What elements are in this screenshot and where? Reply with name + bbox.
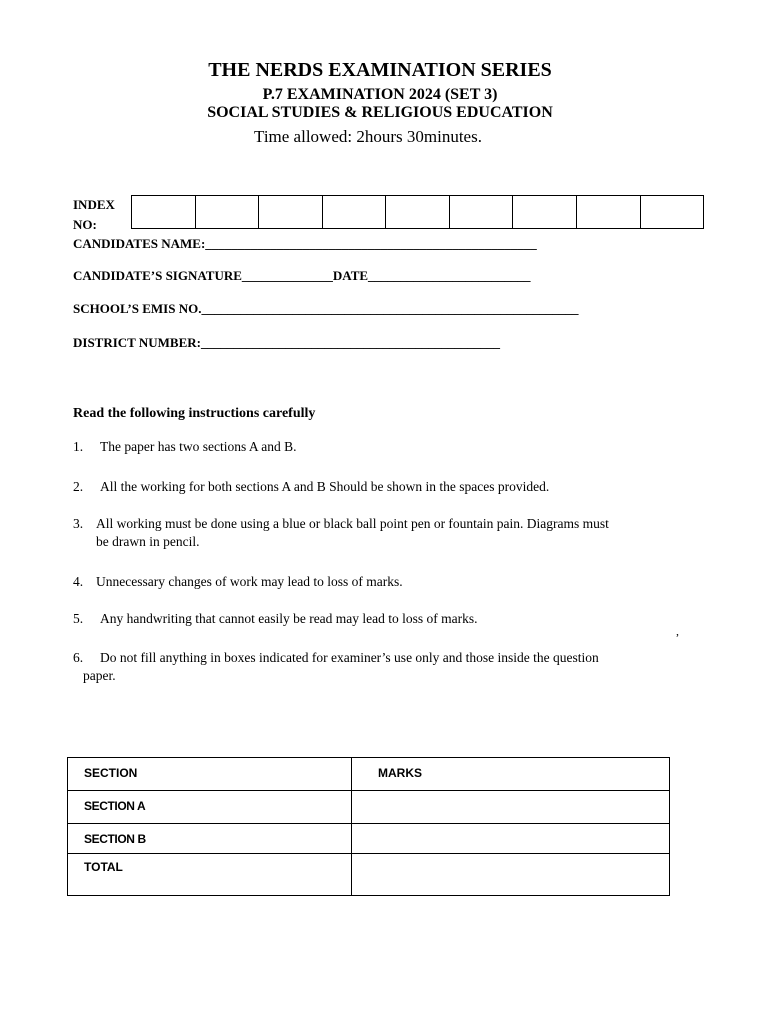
index-label: INDEX (73, 197, 115, 212)
index-number-boxes[interactable] (131, 195, 704, 229)
subject-title: SOCIAL STUDIES & RELIGIOUS EDUCATION (207, 104, 553, 121)
instruction-text-continued: paper. (83, 668, 116, 683)
instruction-text-continued: be drawn in pencil. (96, 534, 200, 549)
index-box[interactable] (641, 196, 704, 228)
instruction-number: 1. (73, 439, 84, 454)
instruction-text: All the working for both sections A and B Should be shown in the spaces provided. (100, 479, 550, 494)
section-b-marks-cell[interactable] (352, 824, 670, 854)
section-a-label: SECTION A (84, 799, 146, 813)
index-box[interactable] (132, 196, 196, 228)
section-a-marks-cell[interactable] (352, 791, 670, 824)
table-row (68, 791, 670, 824)
total-marks-cell[interactable] (352, 854, 670, 896)
emis-number-field[interactable]: SCHOOL’S EMIS NO.__________________________________________________________ (73, 301, 579, 316)
instruction-text: Any handwriting that cannot easily be read may lead to loss of marks. (100, 611, 478, 626)
instruction-item (73, 610, 683, 628)
instruction-number: 4. (73, 574, 84, 589)
index-box[interactable] (259, 196, 323, 228)
instruction-number: 6. (73, 650, 84, 665)
candidate-name-field[interactable]: CANDIDATES NAME:___________________________________________________ (73, 236, 537, 251)
instructions-heading: Read the following instructions carefully (73, 406, 316, 421)
index-box[interactable] (196, 196, 260, 228)
marks-header: MARKS (352, 758, 670, 791)
stray-mark: , (676, 624, 679, 638)
index-box[interactable] (577, 196, 641, 228)
index-no-label: NO: (73, 217, 97, 232)
instruction-item (73, 573, 683, 591)
instruction-number: 5. (73, 611, 84, 626)
instruction-number: 2. (73, 479, 84, 494)
index-box[interactable] (513, 196, 577, 228)
exam-title: P.7 EXAMINATION 2024 (SET 3) (262, 86, 498, 103)
index-box[interactable] (450, 196, 514, 228)
district-number-field[interactable]: DISTRICT NUMBER:______________________________________________ (73, 335, 500, 350)
total-label: TOTAL (68, 854, 352, 896)
signature-date-field[interactable]: CANDIDATE’S SIGNATURE______________DATE_________________________ (73, 268, 531, 283)
instruction-text: Unnecessary changes of work may lead to loss of marks. (96, 574, 403, 589)
instruction-item (73, 438, 683, 456)
index-box[interactable] (323, 196, 387, 228)
time-allowed: Time allowed: 2hours 30minutes. (254, 127, 482, 146)
index-box[interactable] (386, 196, 450, 228)
table-row (68, 854, 670, 896)
series-title: THE NERDS EXAMINATION SERIES (208, 59, 552, 81)
table-header-row (68, 758, 670, 791)
section-header: SECTION (68, 758, 352, 791)
instruction-item (73, 478, 683, 496)
instruction-text: The paper has two sections A and B. (100, 439, 297, 454)
instruction-text: All working must be done using a blue or black ball point pen or fountain pain. Diagrams must (96, 516, 609, 531)
instruction-item (73, 515, 683, 551)
instruction-number: 3. (73, 516, 84, 531)
table-row (68, 824, 670, 854)
marks-table (67, 757, 670, 896)
section-b-label: SECTION B (84, 832, 146, 846)
instruction-item (73, 649, 683, 685)
instruction-text: Do not fill anything in boxes indicated for examiner’s use only and those inside the question (100, 650, 599, 665)
